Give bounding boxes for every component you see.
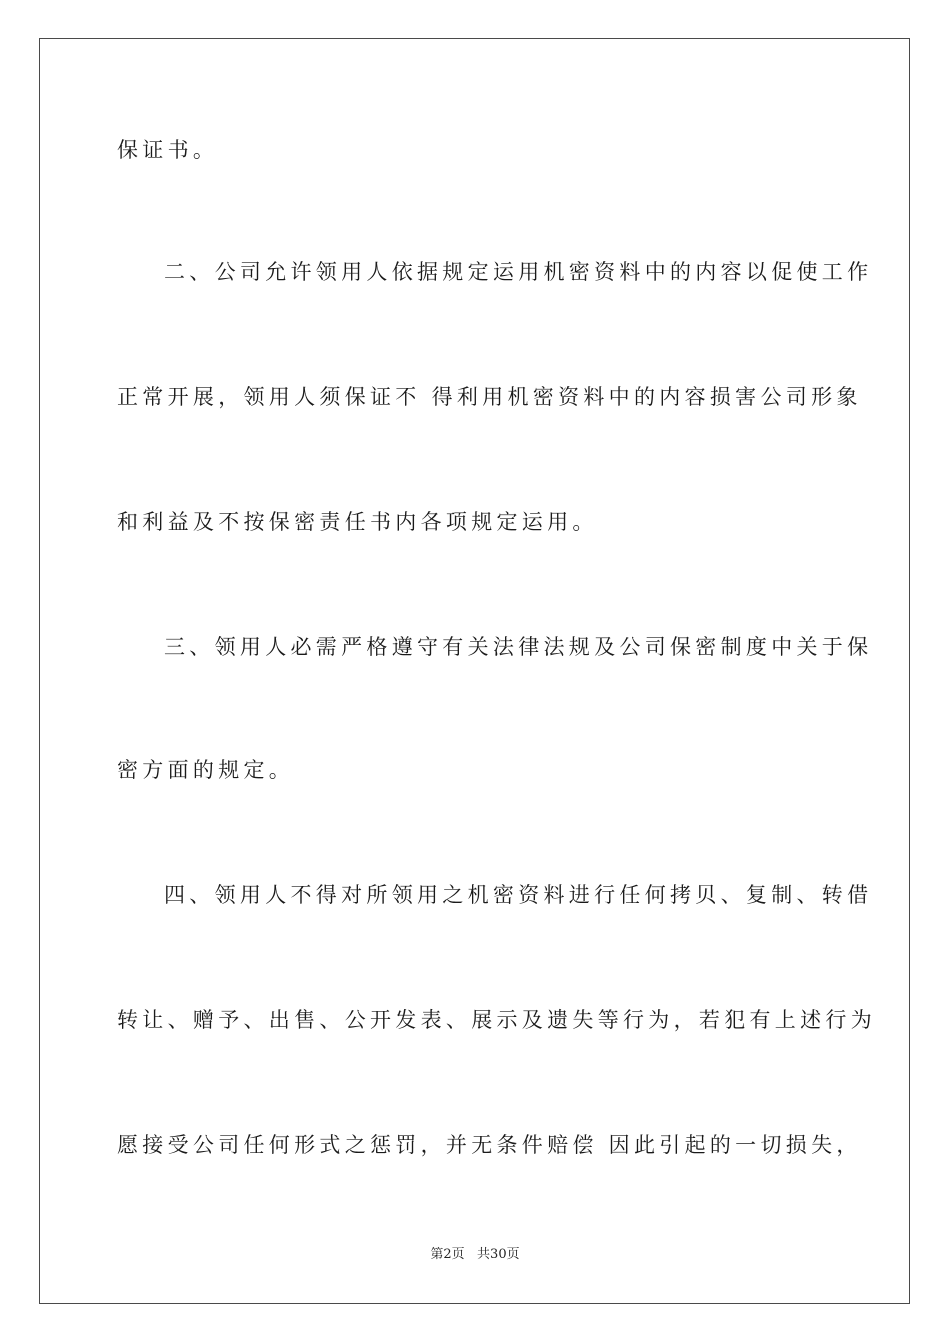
paragraph-line: 愿接受公司任何形式之惩罚，并无条件赔偿 因此引起的一切损失， — [117, 1133, 862, 1157]
paragraph-line: 正常开展，领用人须保证不 得利用机密资料中的内容损害公司形象 — [117, 385, 862, 409]
page-number-footer: 第2页 共30页 — [430, 1247, 520, 1262]
paragraph-line: 转让、赠予、出售、公开发表、展示及遗失等行为，若犯有上述行为 — [117, 1008, 876, 1032]
page-border — [39, 38, 910, 1304]
paragraph-line: 四、领用人不得对所领用之机密资料进行任何拷贝、复制、转借 — [164, 883, 873, 907]
paragraph-line: 三、领用人必需严格遵守有关法律法规及公司保密制度中关于保 — [164, 635, 873, 659]
paragraph-line: 保证书。 — [117, 138, 219, 162]
paragraph-line: 二、公司允许领用人依据规定运用机密资料中的内容以促使工作 — [164, 260, 873, 284]
paragraph-line: 密方面的规定。 — [117, 758, 295, 782]
paragraph-line: 和利益及不按保密责任书内各项规定运用。 — [117, 510, 598, 534]
